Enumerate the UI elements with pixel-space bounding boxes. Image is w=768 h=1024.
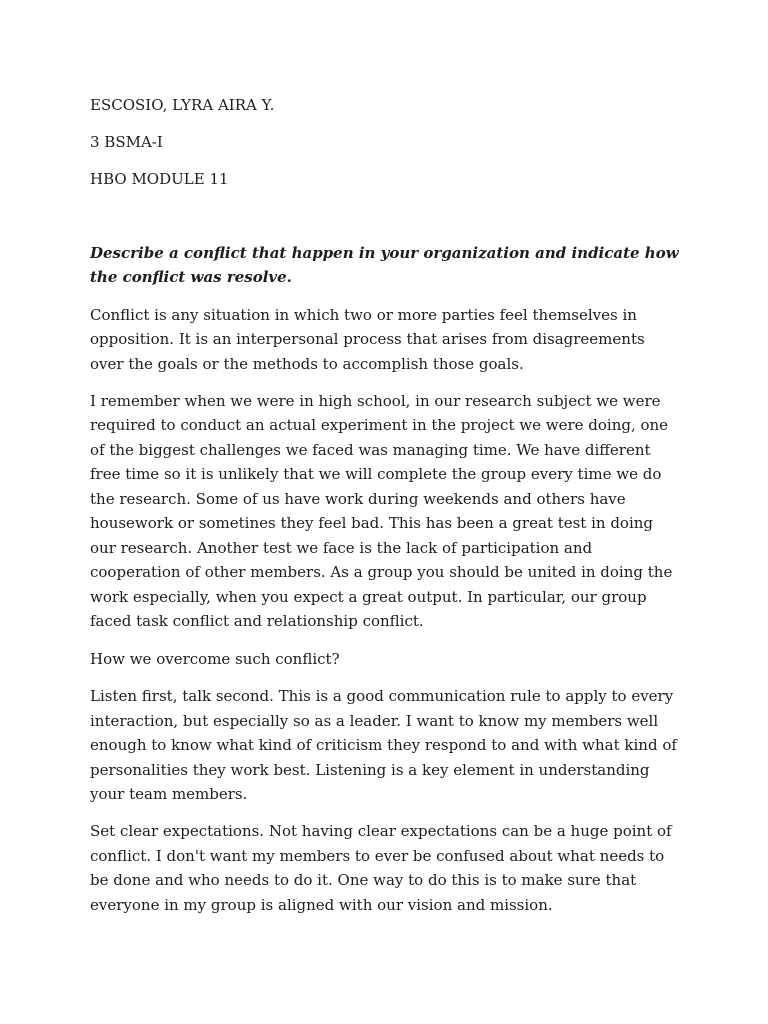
paragraph-clear-expectations: Set clear expectations. Not having clear expectations can be a huge point of conflict. I don't want my members to ever be confused about what needs to be done and who needs to do it. One way to do this is to make sure that everyone in my group is aligned with our vision and mission. — [90, 822, 672, 914]
paragraph-definition: Conflict is any situation in which two or more parties feel themselves in opposition. It is an interpersonal process that arises from disagreements over the goals or the methods to accomplish those goals. — [90, 305, 645, 373]
module-title: HBO MODULE 11 — [90, 170, 229, 189]
paragraph-experience: I remember when we were in high school, in our research subject we were required to conduct an actual experiment in the project we were doing, one of the biggest challenges we faced was managing time. We have different free time so it is unlikely that we will complete the group every time we do the research. Some of us have work during weekends and others have housework or sometines they feel bad. This has been a great test in doing our research. Another test we face is the lack of participation and cooperation of other members. As a group you should be united in doing the work especially, when you expect a great output. In particular, our group faced task conflict and relationship conflict. — [90, 391, 673, 631]
paragraph-question: How we overcome such conflict? — [90, 649, 340, 668]
paragraph-listen-first: Listen first, talk second. This is a good communication rule to apply to every interaction, but especially so as a leader. I want to know my members well enough to know what kind of criticism they respond to and with what kind of personalities they work best. Listening is a key element in understanding your team members. — [90, 687, 677, 804]
student-section: 3 BSMA-I — [90, 133, 163, 152]
assignment-question: Describe a conflict that happen in your organization and indicate how the conflict was resolve. — [90, 243, 679, 287]
student-name: ESCOSIO, LYRA AIRA Y. — [90, 96, 275, 114]
document-body — [90, 93, 682, 930]
